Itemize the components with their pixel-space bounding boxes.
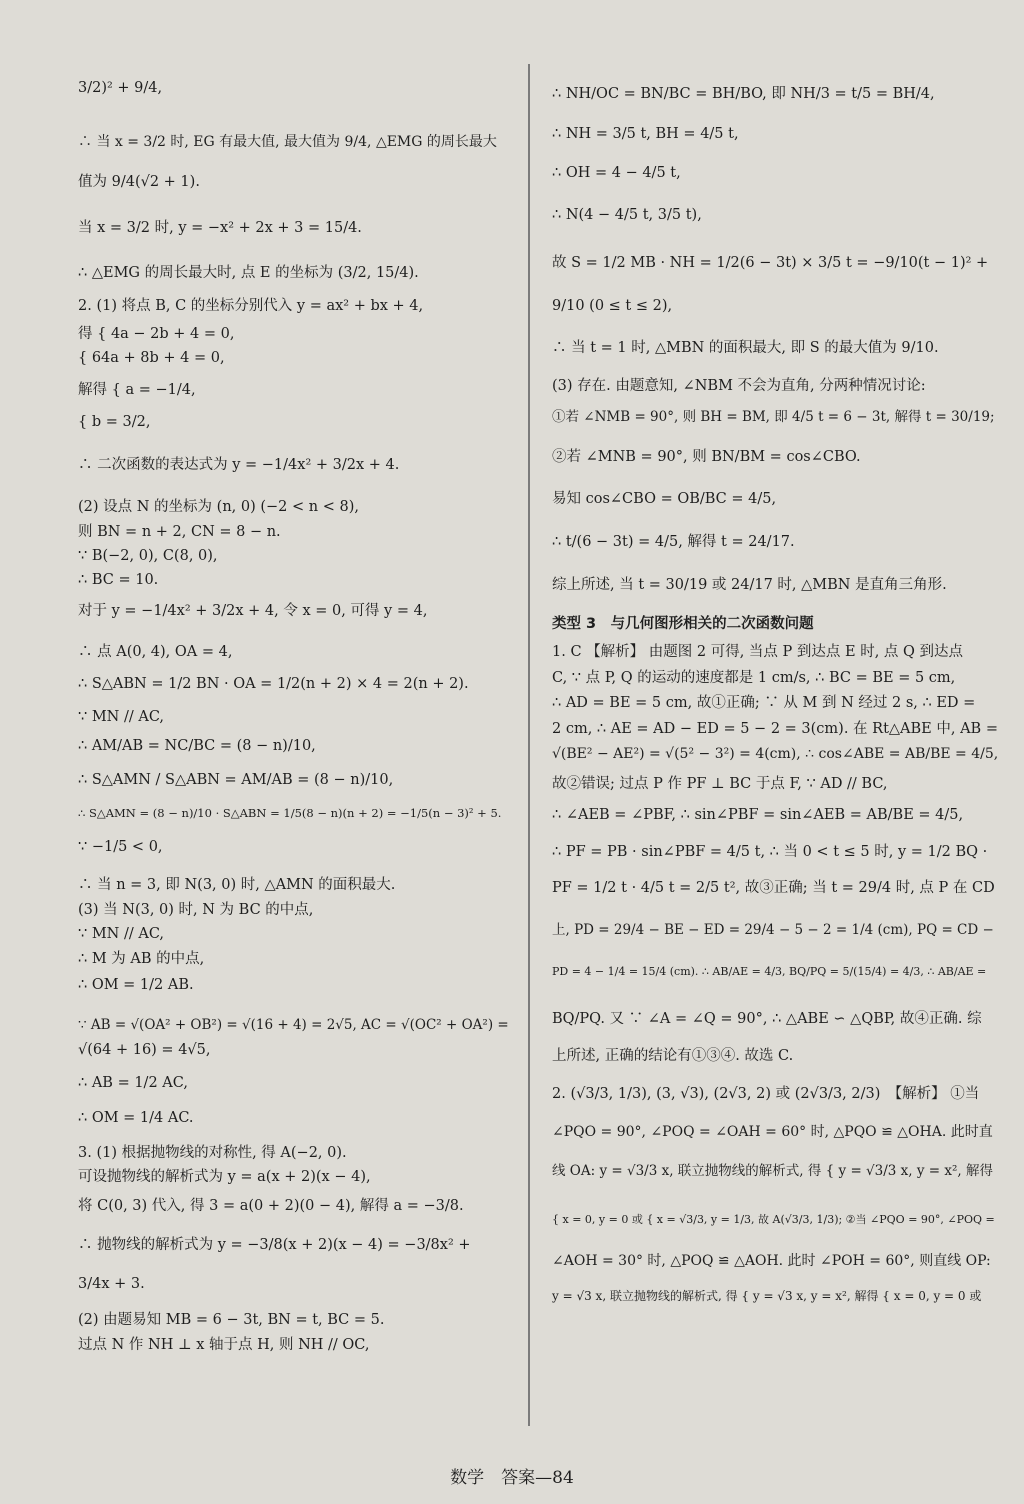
- right-line-11: 易知 cos∠CBO = OB/BC = 4/5,: [552, 491, 777, 507]
- left-line-22: ∴ S△AMN = (8 − n)/10 · S△ABN = 1/5(8 − n)(n + 2) = −1/5(n − 3)² + 5.: [78, 806, 502, 820]
- left-line-35: 将 C(0, 3) 代入, 得 3 = a(0 + 2)(0 − 4), 解得 a = −3/8.: [78, 1198, 464, 1214]
- left-line-7: 得 { 4a − 2b + 4 = 0,: [78, 326, 235, 342]
- left-line-5: ∴ △EMG 的周长最大时, 点 E 的坐标为 (3/2, 15/4).: [78, 265, 419, 281]
- right-line-2: ∴ NH = 3/5 t, BH = 4/5 t,: [552, 126, 739, 142]
- left-line-26: ∵ MN // AC,: [78, 926, 165, 942]
- section-heading-type-3: 类型 3 与几何图形相关的二次函数问题: [552, 616, 814, 632]
- left-line-2: ∴ 当 x = 3/2 时, EG 有最大值, 最大值为 9/4, △EMG 的周长最大: [78, 134, 497, 150]
- right-line-21: ∴ ∠AEB = ∠PBF, ∴ sin∠PBF = sin∠AEB = AB/BE = 4/5,: [552, 807, 964, 823]
- left-line-38: (2) 由题易知 MB = 6 − 3t, BN = t, BC = 5.: [78, 1312, 385, 1328]
- left-line-13: 则 BN = n + 2, CN = 8 − n.: [78, 524, 281, 540]
- right-line-32: ∠AOH = 30° 时, △POQ ≌ △AOH. 此时 ∠POH = 60°, 则直线 OP:: [552, 1253, 991, 1269]
- right-line-26: BQ/PQ. 又 ∵ ∠A = ∠Q = 90°, ∴ △ABE ∽ △QBP, 故④正确. 综: [552, 1011, 982, 1027]
- left-line-19: ∵ MN // AC,: [78, 709, 165, 725]
- right-line-19: √(BE² − AE²) = √(5² − 3²) = 4(cm), ∴ cos∠ABE = AB/BE = 4/5,: [552, 746, 999, 762]
- left-line-11: ∴ 二次函数的表达式为 y = −1/4x² + 3/2x + 4.: [78, 457, 400, 473]
- left-line-24: ∴ 当 n = 3, 即 N(3, 0) 时, △AMN 的面积最大.: [78, 877, 396, 893]
- right-line-10: ②若 ∠MNB = 90°, 则 BN/BM = cos∠CBO.: [552, 449, 861, 465]
- right-line-30: 线 OA: y = √3/3 x, 联立抛物线的解析式, 得 { y = √3/3 x, y = x², 解得: [552, 1163, 994, 1179]
- left-line-4: 当 x = 3/2 时, y = −x² + 2x + 3 = 15/4.: [78, 220, 362, 236]
- right-line-4: ∴ N(4 − 4/5 t, 3/5 t),: [552, 207, 702, 223]
- left-line-3: 值为 9/4(√2 + 1).: [78, 174, 200, 190]
- left-line-21: ∴ S△AMN / S△ABN = AM/AB = (8 − n)/10,: [78, 772, 394, 788]
- right-line-22: ∴ PF = PB · sin∠PBF = 4/5 t, ∴ 当 0 < t ≤ 5 时, y = 1/2 BQ ·: [552, 844, 988, 860]
- left-line-34: 可设抛物线的解析式为 y = a(x + 2)(x − 4),: [78, 1169, 371, 1185]
- left-line-9: 解得 { a = −1/4,: [78, 382, 196, 398]
- left-line-29: ∵ AB = √(OA² + OB²) = √(16 + 4) = 2√5, AC = √(OC² + OA²) =: [78, 1017, 509, 1033]
- right-line-20: 故②错误; 过点 P 作 PF ⊥ BC 于点 F, ∵ AD // BC,: [552, 776, 888, 792]
- left-line-15: ∴ BC = 10.: [78, 572, 159, 588]
- left-line-27: ∴ M 为 AB 的中点,: [78, 951, 205, 967]
- left-line-17: ∴ 点 A(0, 4), OA = 4,: [78, 644, 233, 660]
- right-line-12: ∴ t/(6 − 3t) = 4/5, 解得 t = 24/17.: [552, 534, 795, 550]
- right-line-28: 2. (√3/3, 1/3), (3, √3), (2√3, 2) 或 (2√3/3, 2/3) 【解析】 ①当: [552, 1086, 980, 1102]
- left-line-6: 2. (1) 将点 B, C 的坐标分别代入 y = ax² + bx + 4,: [78, 298, 424, 314]
- right-line-17: ∴ AD = BE = 5 cm, 故①正确; ∵ 从 M 到 N 经过 2 s, ∴ ED =: [552, 695, 976, 711]
- right-line-15: 1. C 【解析】 由题图 2 可得, 当点 P 到达点 E 时, 点 Q 到达点: [552, 644, 964, 660]
- right-line-25: PD = 4 − 1/4 = 15/4 (cm). ∴ AB/AE = 4/3, BQ/PQ = 5/(15/4) = 4/3, ∴ AB/AE =: [552, 965, 987, 978]
- right-line-1: ∴ NH/OC = BN/BC = BH/BO, 即 NH/3 = t/5 = BH/4,: [552, 86, 935, 102]
- page-footer: 数学 答案—84: [450, 1468, 574, 1488]
- right-line-33: y = √3 x, 联立抛物线的解析式, 得 { y = √3 x, y = x², 解得 { x = 0, y = 0 或: [552, 1289, 982, 1303]
- left-line-12: (2) 设点 N 的坐标为 (n, 0) (−2 < n < 8),: [78, 499, 359, 515]
- left-line-10: { b = 3/2,: [78, 414, 151, 430]
- right-line-8: (3) 存在. 由题意知, ∠NBM 不会为直角, 分两种情况讨论:: [552, 378, 926, 394]
- right-line-16: C, ∵ 点 P, Q 的运动的速度都是 1 cm/s, ∴ BC = BE = 5 cm,: [552, 670, 956, 686]
- right-line-29: ∠PQO = 90°, ∠POQ = ∠OAH = 60° 时, △PQO ≌ △OHA. 此时直: [552, 1124, 993, 1140]
- right-line-9: ①若 ∠NMB = 90°, 则 BH = BM, 即 4/5 t = 6 − 3t, 解得 t = 30/19;: [552, 409, 995, 425]
- left-line-18: ∴ S△ABN = 1/2 BN · OA = 1/2(n + 2) × 4 = 2(n + 2).: [78, 676, 469, 692]
- left-line-23: ∵ −1/5 < 0,: [78, 839, 163, 855]
- left-line-39: 过点 N 作 NH ⊥ x 轴于点 H, 则 NH // OC,: [78, 1337, 370, 1353]
- left-line-14: ∵ B(−2, 0), C(8, 0),: [78, 548, 218, 564]
- right-line-5: 故 S = 1/2 MB · NH = 1/2(6 − 3t) × 3/5 t = −9/10(t − 1)² +: [552, 255, 989, 271]
- left-line-25: (3) 当 N(3, 0) 时, N 为 BC 的中点,: [78, 902, 314, 918]
- right-line-18: 2 cm, ∴ AE = AD − ED = 5 − 2 = 3(cm). 在 Rt△ABE 中, AB =: [552, 721, 998, 737]
- left-line-32: ∴ OM = 1/4 AC.: [78, 1110, 194, 1126]
- left-line-37: 3/4x + 3.: [78, 1276, 145, 1292]
- right-line-24: 上, PD = 29/4 − BE − ED = 29/4 − 5 − 2 = 1/4 (cm), PQ = CD −: [552, 922, 994, 938]
- right-line-7: ∴ 当 t = 1 时, △MBN 的面积最大, 即 S 的最大值为 9/10.: [552, 340, 939, 356]
- left-line-20: ∴ AM/AB = NC/BC = (8 − n)/10,: [78, 738, 316, 754]
- column-divider: [528, 64, 530, 1426]
- left-line-33: 3. (1) 根据抛物线的对称性, 得 A(−2, 0).: [78, 1145, 347, 1161]
- left-line-36: ∴ 抛物线的解析式为 y = −3/8(x + 2)(x − 4) = −3/8x² +: [78, 1237, 471, 1253]
- left-line-31: ∴ AB = 1/2 AC,: [78, 1075, 188, 1091]
- right-line-6: 9/10 (0 ≤ t ≤ 2),: [552, 298, 673, 314]
- left-line-16: 对于 y = −1/4x² + 3/2x + 4, 令 x = 0, 可得 y = 4,: [78, 603, 428, 619]
- right-line-23: PF = 1/2 t · 4/5 t = 2/5 t², 故③正确; 当 t = 29/4 时, 点 P 在 CD: [552, 880, 995, 896]
- left-line-28: ∴ OM = 1/2 AB.: [78, 977, 194, 993]
- right-line-3: ∴ OH = 4 − 4/5 t,: [552, 165, 681, 181]
- left-line-8: { 64a + 8b + 4 = 0,: [78, 350, 225, 366]
- right-line-31: { x = 0, y = 0 或 { x = √3/3, y = 1/3, 故 A(√3/3, 1/3); ②当 ∠PQO = 90°, ∠POQ =: [552, 1213, 995, 1226]
- right-line-27: 上所述, 正确的结论有①③④. 故选 C.: [552, 1048, 794, 1064]
- left-line-30: √(64 + 16) = 4√5,: [78, 1042, 211, 1058]
- left-line-1: 3/2)² + 9/4,: [78, 80, 163, 96]
- right-line-13: 综上所述, 当 t = 30/19 或 24/17 时, △MBN 是直角三角形.: [552, 577, 947, 593]
